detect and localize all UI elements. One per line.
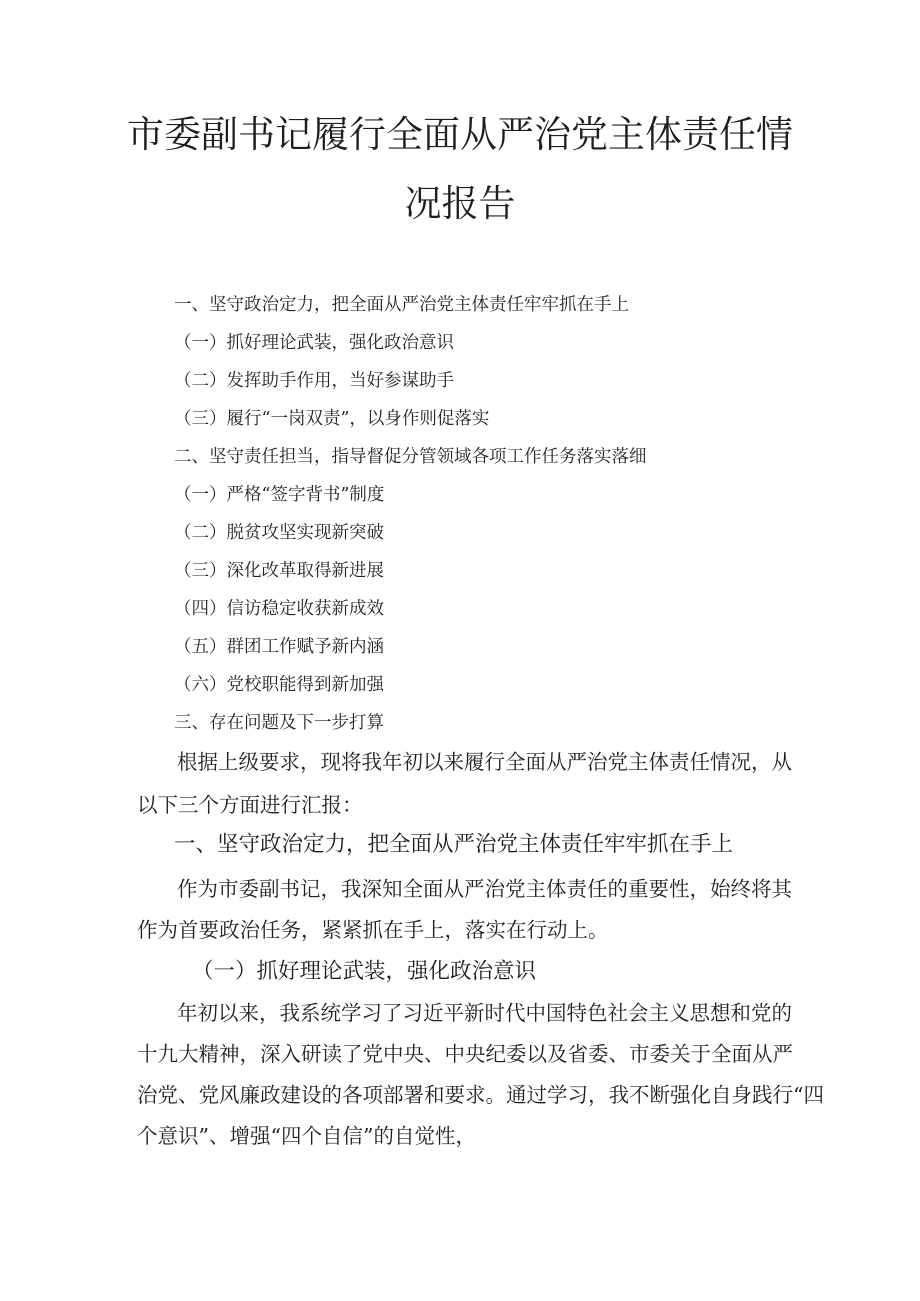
- document-title-line-2: 况报告: [404, 182, 516, 225]
- intro-paragraph-line: 以下三个方面进行汇报：: [137, 793, 363, 817]
- toc-item: 二、坚守责任担当，指导督促分管领域各项工作任务落实落细: [174, 447, 647, 467]
- subsection-paragraph-line: 十九大精神，深入研读了党中央、中央纪委以及省委、市委关于全面从严: [137, 1042, 793, 1066]
- toc-item: （五）群团工作赋予新内涵: [174, 637, 384, 657]
- toc-item: （二）脱贫攻坚实现新突破: [174, 523, 384, 543]
- section-paragraph-line: 作为市委副书记，我深知全面从严治党主体责任的重要性，始终将其: [177, 877, 792, 901]
- toc-item: （一）严格“签字背书”制度: [174, 485, 385, 505]
- toc-item: （四）信访稳定收获新成效: [174, 599, 384, 619]
- toc-item: 三、存在问题及下一步打算: [174, 713, 384, 733]
- toc-item: （一）抓好理论武装，强化政治意识: [174, 333, 454, 353]
- toc-item: 一、坚守政治定力，把全面从严治党主体责任牢牢抓在手上: [174, 295, 629, 315]
- subsection-paragraph-line: 治党、党风廉政建设的各项部署和要求。通过学习，我不断强化自身践行“四: [137, 1083, 824, 1107]
- toc-item: （六）党校职能得到新加强: [174, 675, 384, 695]
- section-paragraph-line: 作为首要政治任务，紧紧抓在手上，落实在行动上。: [137, 918, 609, 942]
- toc-item: （二）发挥助手作用，当好参谋助手: [174, 371, 454, 391]
- toc-item: （三）深化改革取得新进展: [174, 561, 384, 581]
- intro-paragraph-line: 根据上级要求，现将我年初以来履行全面从严治党主体责任情况，从: [177, 750, 792, 774]
- subsection-heading: （一）抓好理论武装，强化政治意识: [192, 959, 537, 984]
- subsection-paragraph-line: 年初以来，我系统学习了习近平新时代中国特色社会主义思想和党的: [177, 1001, 792, 1025]
- section-heading: 一、坚守政治定力，把全面从严治党主体责任牢牢抓在手上: [174, 832, 734, 857]
- subsection-paragraph-line: 个意识”、增强“四个自信”的自觉性，: [137, 1124, 476, 1148]
- document-title-line-1: 市委副书记履行全面从严治党主体责任情: [127, 113, 793, 156]
- toc-item: （三）履行“一岗双责”，以身作则促落实: [174, 409, 490, 429]
